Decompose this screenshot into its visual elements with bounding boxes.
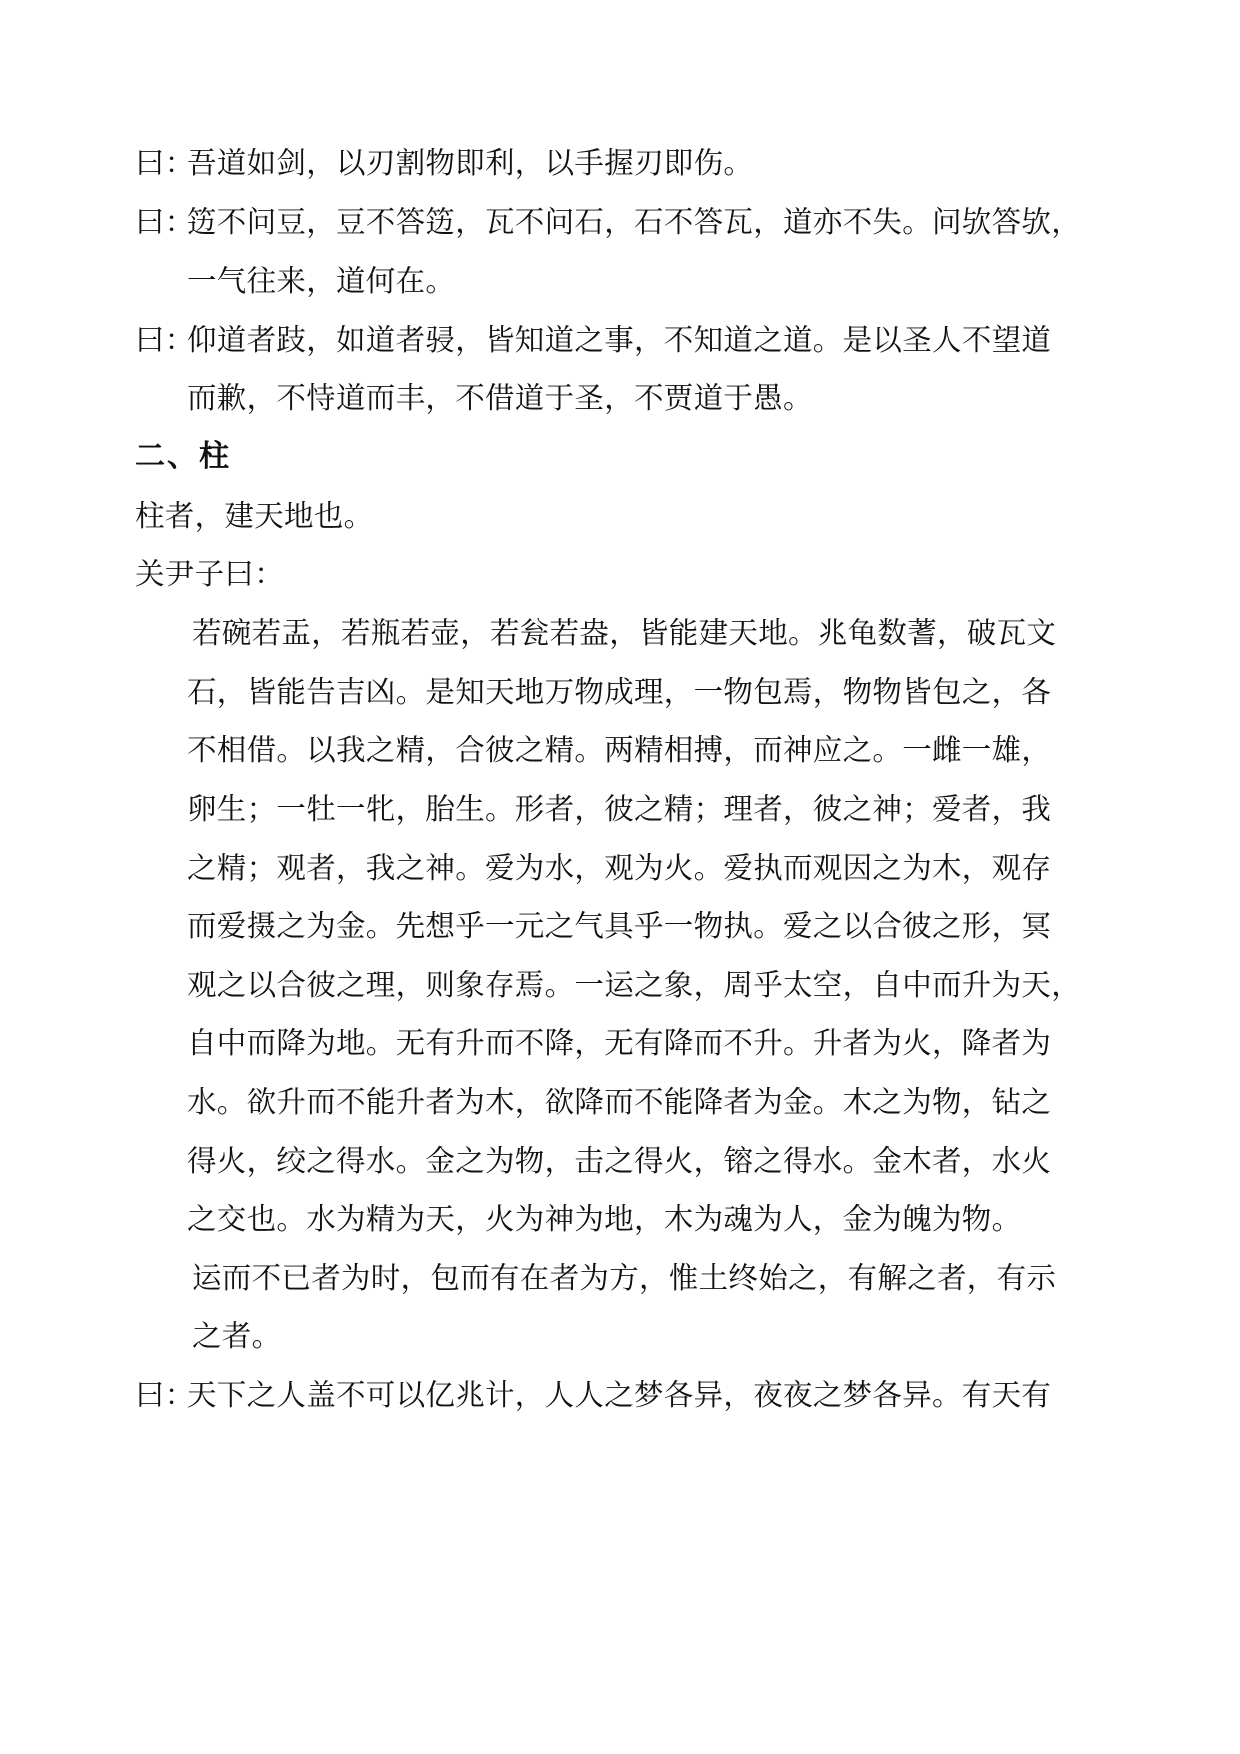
dialogue-text: 仰道者跂，如道者骎，皆知道之事，不知道之道。是以圣人不望道 xyxy=(187,323,1052,357)
quote-line: 不相借。以我之精，合彼之精。两精相搏，而神应之。一雌一雄， xyxy=(187,733,1052,767)
dialogue-text: 而歉，不恃道而丰，不借道于圣，不贾道于愚。 xyxy=(187,381,813,415)
quote-line: 卵生；一牡一牝，胎生。形者，彼之精；理者，彼之神；爱者，我 xyxy=(187,792,1052,826)
dialogue-label: 曰： xyxy=(135,205,195,239)
quote-line: 之精；观者，我之神。爱为水，观为火。爱执而观因之为木，观存 xyxy=(187,851,1052,885)
quote-line: 观之以合彼之理，则象存焉。一运之象，周乎太空，自中而升为天， xyxy=(187,968,1082,1002)
dialogue-label: 曰： xyxy=(135,1378,195,1412)
quote-line: 得火，绞之得水。金之为物，击之得火，镕之得水。金木者，水火 xyxy=(187,1144,1052,1178)
quote-line: 自中而降为地。无有升而不降，无有降而不升。升者为火，降者为 xyxy=(187,1026,1052,1060)
dialogue-label: 曰： xyxy=(135,323,195,357)
dialogue-text: 笾不问豆，豆不答笾，瓦不问石，石不答瓦，道亦不失。问欤答欤， xyxy=(187,205,1082,239)
quote-line: 运而不已者为时，包而有在者为方，惟土终始之，有解之者，有示 xyxy=(192,1261,1057,1295)
quote-line: 若碗若盂，若瓶若壶，若瓮若盎，皆能建天地。兆龟数蓍，破瓦文 xyxy=(192,616,1057,650)
dialogue-text: 吾道如剑，以刃割物即利，以手握刃即伤。 xyxy=(187,146,754,180)
quote-line: 之者。 xyxy=(192,1319,282,1353)
quote-line: 水。欲升而不能升者为木，欲降而不能降者为金。木之为物，钻之 xyxy=(187,1085,1052,1119)
dialogue-text: 天下之人盖不可以亿兆计，人人之梦各异，夜夜之梦各异。有天有 xyxy=(187,1378,1052,1412)
section-heading: 二、柱 xyxy=(135,439,231,474)
quote-line: 之交也。水为精为天，火为神为地，木为魂为人，金为魄为物。 xyxy=(187,1202,1022,1236)
dialogue-label: 曰： xyxy=(135,146,195,180)
speaker-attribution: 关尹子曰： xyxy=(135,557,285,591)
quote-line: 而爱摄之为金。先想乎一元之气具乎一物执。爱之以合彼之形，冥 xyxy=(187,909,1052,943)
dialogue-text: 一气往来，道何在。 xyxy=(187,264,456,298)
quote-line: 石，皆能告吉凶。是知天地万物成理，一物包焉，物物皆包之，各 xyxy=(187,675,1052,709)
section-intro: 柱者，建天地也。 xyxy=(135,499,374,533)
